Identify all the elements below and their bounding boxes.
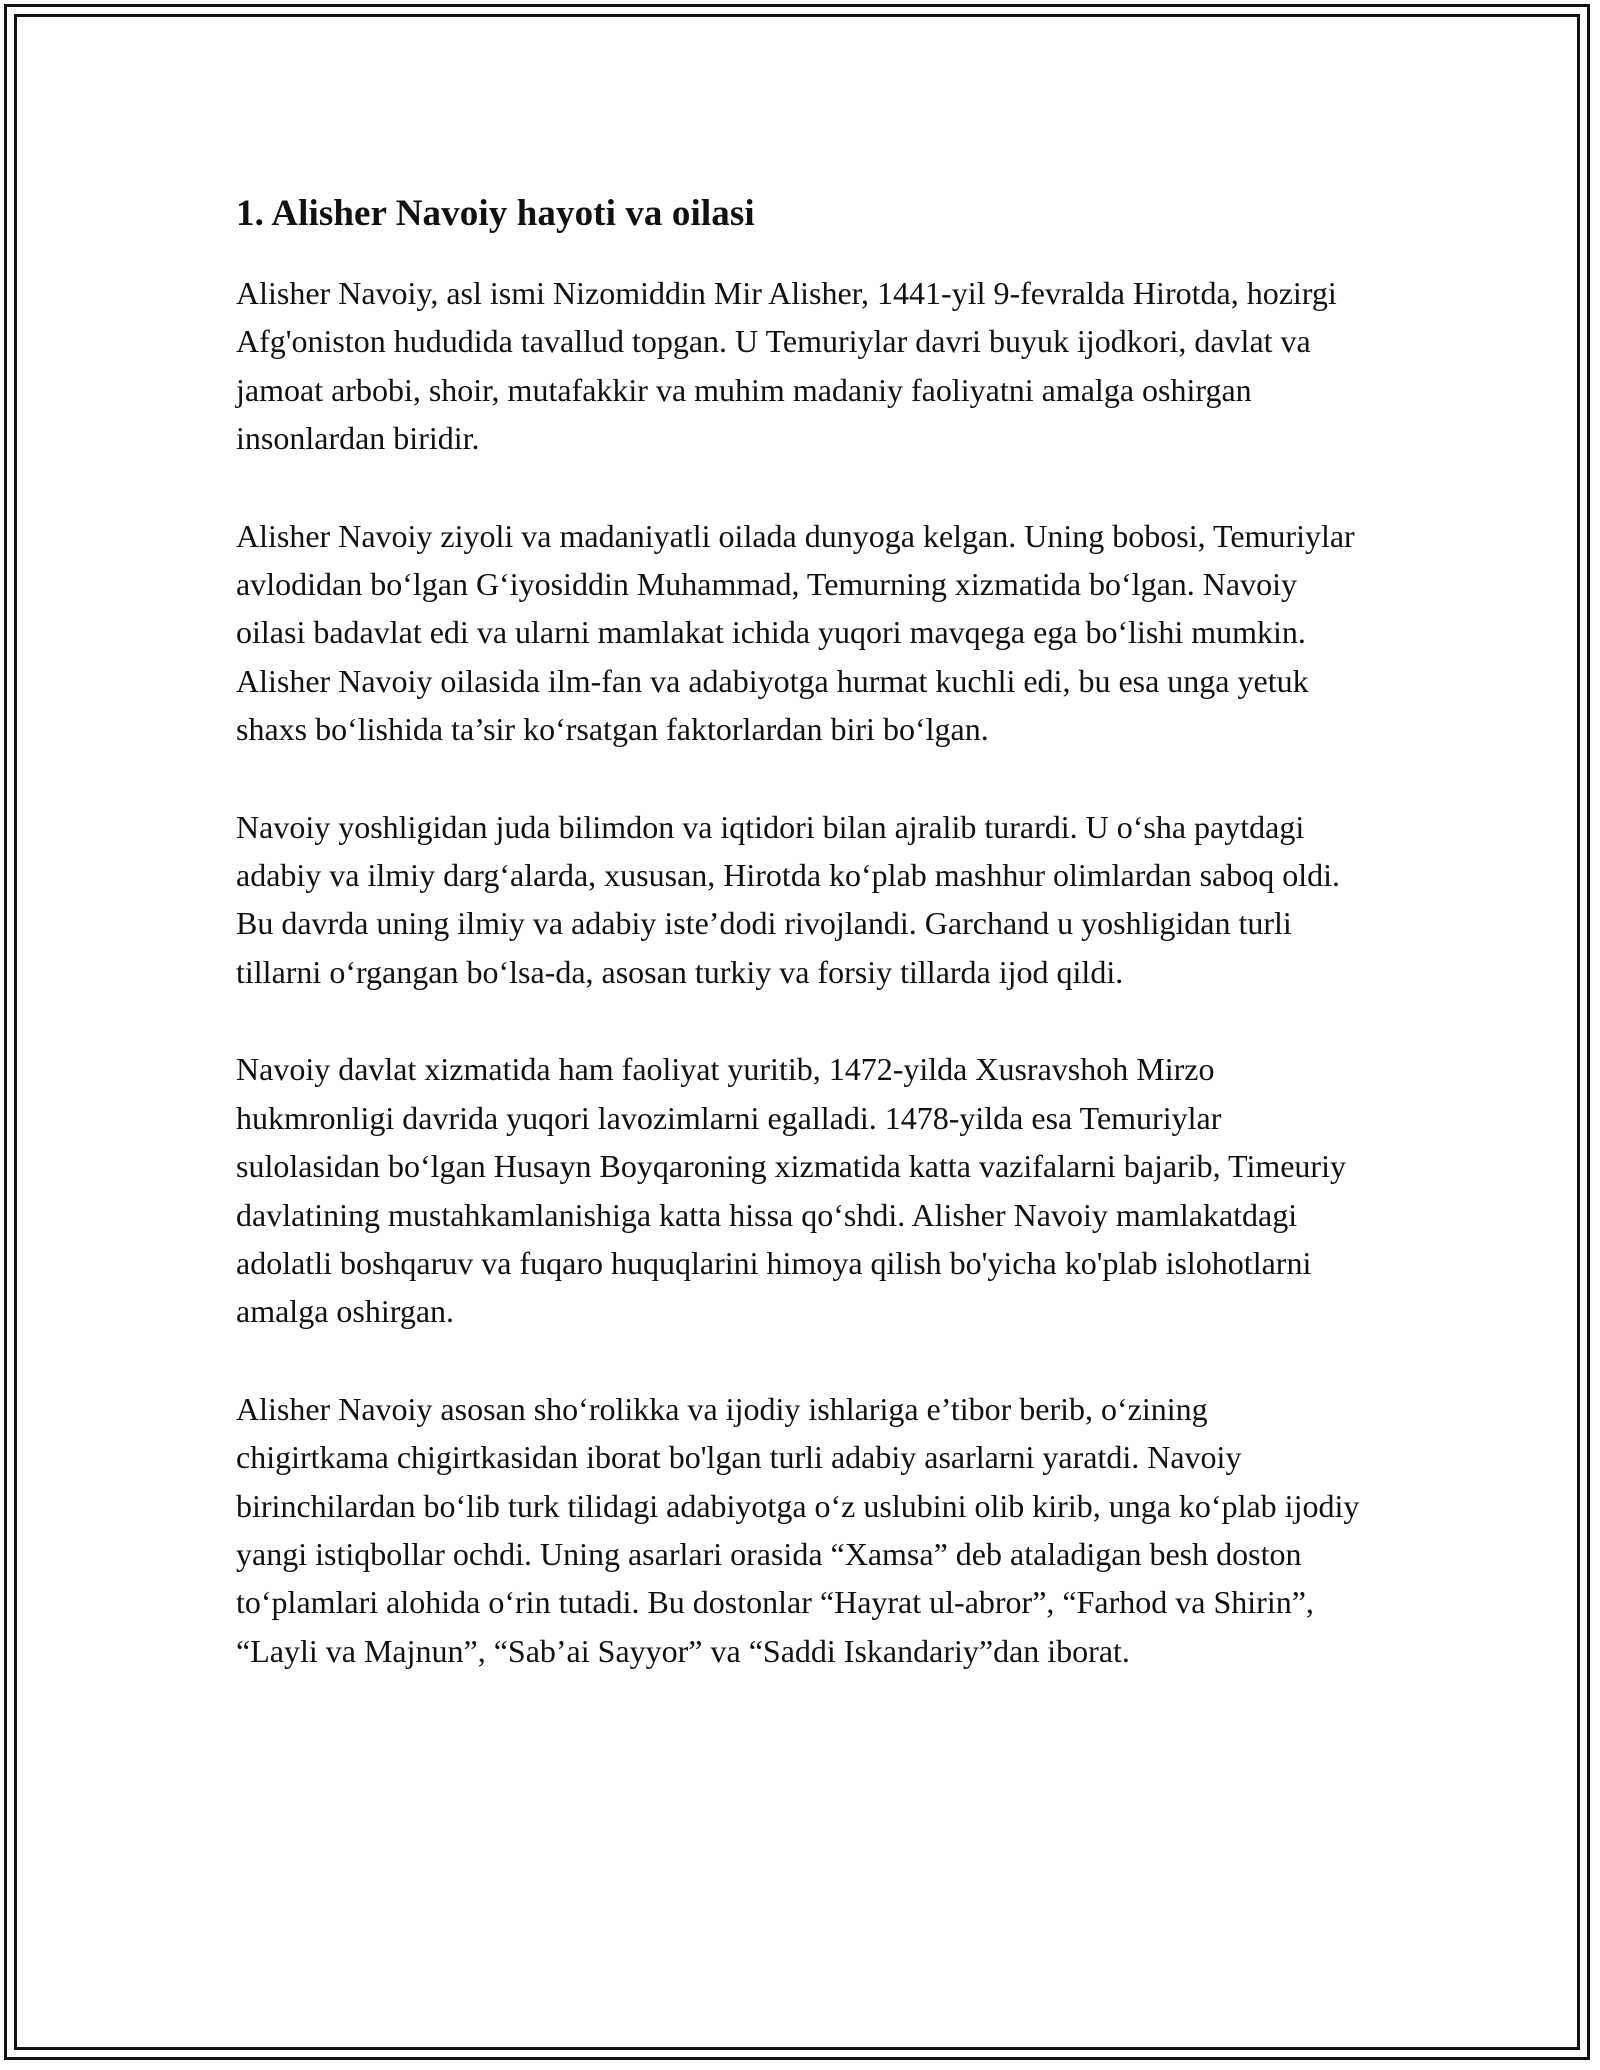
paragraph-literary-work: Alisher Navoiy asosan sho‘rolikka va ijodiy ishlariga e’tibor berib, o‘zining chigirtkama chigirtkasidan iborat bo'lgan turli adabiy asarlarni yaratdi. Navoiy birinchilardan bo‘lib turk tilidagi adabiyotga o‘z uslubini olib kirib, unga ko‘plab ijodiy yangi istiqbollar ochdi. Uning asarlari orasida “Xamsa” deb ataladigan besh doston to‘plamlari alohida o‘rin tutadi. Bu dostonlar “Hayrat ul-abror”, “Farhod va Shirin”, “Layli va Majnun”, “Sab’ai Sayyor” va “Saddi Iskandariy”dan iborat. (236, 1390, 1360, 1669)
paragraph-family: Alisher Navoiy ziyoli va madaniyatli oilada dunyoga kelgan. Uning bobosi, Temuriylar avlodidan bo‘lgan G‘iyosiddin Muhammad, Temurning xizmatida bo‘lgan. Navoiy oilasi badavlat edi va ularni mamlakat ichida yuqori mavqega ega bo‘lishi mumkin. Alisher Navoiy oilasida ilm-fan va adabiyotga hurmat kuchli edi, bu esa unga yetuk shaxs bo‘lishida ta’sir ko‘rsatgan faktorlardan biri bo‘lgan. (236, 517, 1355, 748)
paragraph-birth: Alisher Navoiy, asl ismi Nizomiddin Mir Alisher, 1441-yil 9-fevralda Hirotda, hozirgi Afg'oniston hududida tavallud topgan. U Temuriylar davri buyuk ijodkori, davlat va jamoat arbobi, shoir, mutafakkir va muhim madaniy faoliyatni amalga oshirgan insonlardan biridir. (236, 275, 1337, 457)
document-title: 1. Alisher Navoiy hayoti va oilasi (236, 193, 755, 234)
paragraph-state-service: Navoiy davlat xizmatida ham faoliyat yuritib, 1472-yilda Xusravshoh Mirzo hukmronligi davrida yuqori lavozimlarni egalladi. 1478-yilda esa Temuriylar sulolasidan bo‘lgan Husayn Boyqaroning xizmatida katta vazifalarni bajarib, Timeuriy davlatining mustahkamlanishiga katta hissa qo‘shdi. Alisher Navoiy mamlakatdagi adolatli boshqaruv va fuqaro huquqlarini himoya qilish bo'yicha ko'plab islohotlarni amalga oshirgan. (236, 1051, 1346, 1330)
document-content (236, 185, 1366, 1675)
paragraph-education: Navoiy yoshligidan juda bilimdon va iqtidori bilan ajralib turardi. U o‘sha paytdagi adabiy va ilmiy darg‘alarda, xususan, Hirotda ko‘plab mashhur olimlardan saboq oldi. Bu davrda uning ilmiy va adabiy iste’dodi rivojlandi. Garchand u yoshligidan turli tillarni o‘rgangan bo‘lsa-da, asosan turkiy va forsiy tillarda ijod qildi. (236, 808, 1341, 990)
